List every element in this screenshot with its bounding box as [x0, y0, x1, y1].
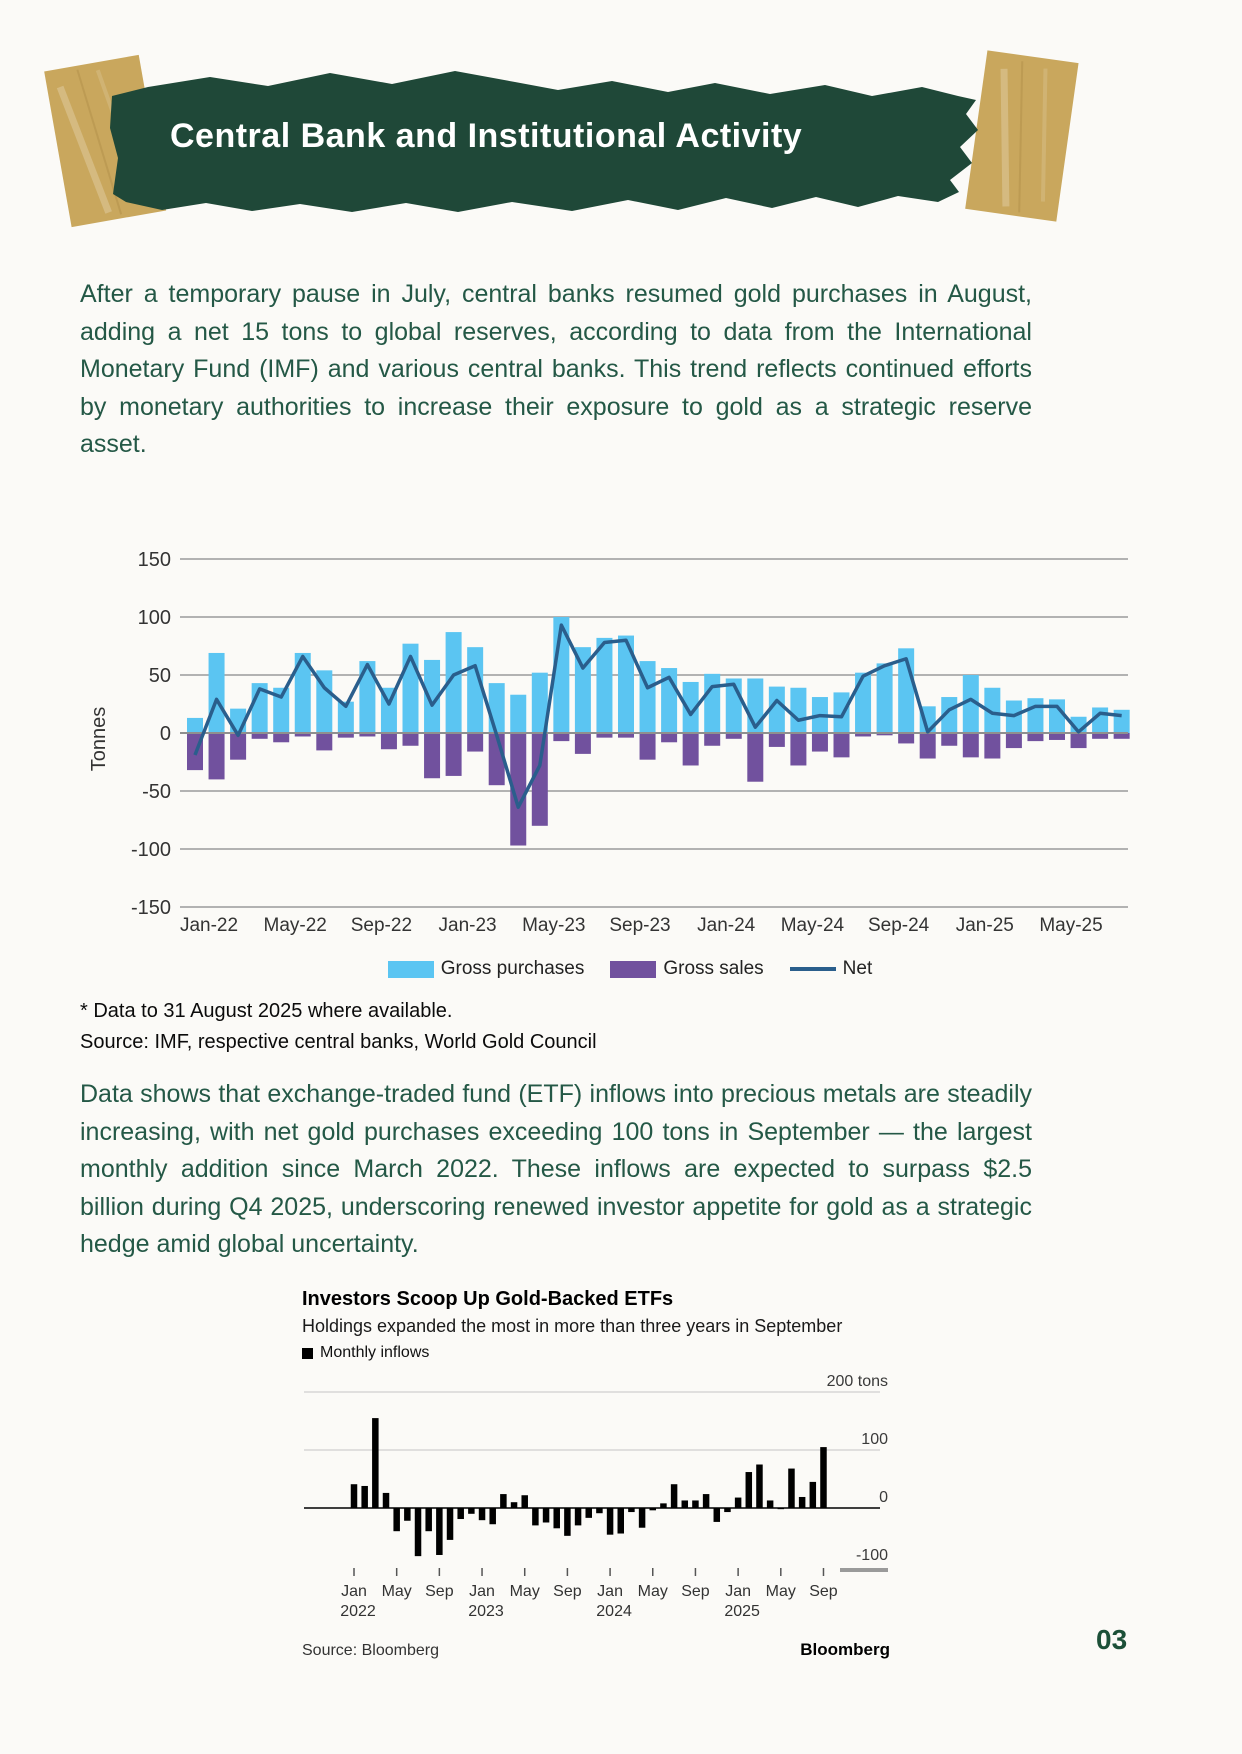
gross-purchases-bar — [834, 692, 850, 733]
bloomberg-chart-title: Investors Scoop Up Gold-Backed ETFs — [302, 1288, 674, 1310]
gross-sales-bar — [941, 733, 957, 746]
monthly-inflow-bar — [436, 1508, 443, 1555]
monthly-inflow-bar — [372, 1418, 379, 1508]
gross-sales-bar — [1071, 733, 1087, 748]
gross-purchases-bar — [596, 638, 612, 733]
gross-purchases-swatch — [388, 961, 434, 978]
monthly-inflow-bar — [575, 1508, 582, 1525]
svg-text:100: 100 — [861, 1431, 888, 1448]
gross-sales-bar — [316, 733, 332, 750]
gross-sales-swatch — [610, 961, 656, 978]
svg-text:Jan-24: Jan-24 — [697, 915, 756, 936]
gross-sales-bar — [769, 733, 785, 747]
monthly-inflow-bar — [756, 1465, 763, 1509]
gross-sales-bar — [1049, 733, 1065, 740]
monthly-inflow-bar — [767, 1500, 774, 1508]
svg-text:Jan-23: Jan-23 — [438, 915, 497, 936]
monthly-inflow-bar — [703, 1494, 710, 1508]
monthly-inflow-bar — [799, 1497, 806, 1508]
monthly-inflow-bar — [425, 1508, 432, 1531]
svg-text:100: 100 — [137, 607, 171, 629]
legend-item-gross-purchases — [388, 958, 585, 980]
monthly-inflow-bar — [671, 1484, 678, 1508]
svg-text:0: 0 — [159, 723, 171, 745]
svg-text:May-22: May-22 — [263, 915, 327, 936]
svg-text:Sep: Sep — [809, 1583, 838, 1600]
gross-sales-bar — [984, 733, 1000, 759]
page-number: 03 — [1096, 1624, 1128, 1655]
svg-text:2025: 2025 — [724, 1603, 760, 1620]
paragraph-central-banks: After a temporary pause in July, central banks resumed gold purchases in August, adding a net 15 tons to global reserves, according to data from the International Monetary Fund (IMF) and various central banks. This trend reflects continued efforts by monetary authorities to increase their exposure to gold as a strategic reserve asset. — [80, 280, 1032, 458]
svg-text:Jan: Jan — [725, 1583, 752, 1600]
gross-sales-bar — [273, 733, 289, 742]
monthly-inflow-bar — [489, 1508, 496, 1524]
gross-purchases-bar — [704, 674, 720, 733]
svg-text:-100: -100 — [855, 1547, 888, 1564]
central-bank-activity-chart — [85, 545, 1175, 945]
net-label: Net — [842, 958, 873, 979]
gross-sales-bar — [1027, 733, 1043, 741]
monthly-inflow-bar — [543, 1508, 550, 1523]
footnote-data-date: * Data to 31 August 2025 where available. — [80, 1000, 453, 1022]
svg-text:50: 50 — [148, 665, 171, 687]
monthly-inflow-bar — [361, 1486, 368, 1508]
monthly-inflow-bar — [383, 1493, 390, 1508]
gross-sales-bar — [403, 733, 419, 746]
tape-right — [965, 50, 1078, 221]
monthly-inflow-bar — [692, 1500, 699, 1508]
monthly-inflow-bar — [639, 1508, 646, 1528]
svg-text:Sep: Sep — [425, 1583, 454, 1600]
monthly-inflow-bar — [820, 1447, 827, 1508]
bloomberg-logo: Bloomberg — [800, 1640, 890, 1659]
gross-purchases-label: Gross purchases — [440, 958, 585, 979]
page-title: Central Bank and Institutional Activity — [170, 117, 803, 155]
gross-sales-bar — [575, 733, 591, 754]
svg-text:May-23: May-23 — [522, 915, 586, 936]
svg-text:Sep: Sep — [681, 1583, 710, 1600]
gross-sales-bar — [898, 733, 914, 743]
gross-sales-bar — [446, 733, 462, 776]
svg-text:Jan: Jan — [469, 1583, 495, 1600]
svg-text:150: 150 — [137, 549, 171, 571]
bloomberg-chart-subtitle: Holdings expanded the most in more than three years in September — [302, 1316, 843, 1336]
monthly-inflow-bar — [618, 1508, 625, 1534]
svg-text:2024: 2024 — [596, 1603, 632, 1620]
gross-sales-bar — [209, 733, 225, 779]
axis-stub — [840, 1568, 888, 1572]
monthly-inflow-bar — [468, 1508, 475, 1514]
gross-sales-bar — [920, 733, 936, 759]
bloomberg-source: Source: Bloomberg — [302, 1642, 439, 1659]
gross-purchases-bar — [1027, 698, 1043, 733]
gross-purchases-bar — [209, 653, 225, 733]
bloomberg-legend — [302, 1344, 429, 1362]
monthly-inflow-bar — [393, 1508, 400, 1531]
monthly-inflows-swatch — [302, 1348, 313, 1359]
chart-footnotes — [80, 996, 597, 1058]
svg-text:2022: 2022 — [340, 1603, 376, 1620]
monthly-inflow-bar — [735, 1498, 742, 1508]
svg-text:May: May — [381, 1583, 412, 1600]
monthly-inflow-bar — [351, 1484, 358, 1508]
svg-text:Sep: Sep — [553, 1583, 582, 1600]
gross-sales-bar — [963, 733, 979, 757]
gross-purchases-bar — [790, 688, 806, 733]
svg-text:Jan: Jan — [341, 1583, 367, 1600]
monthly-inflow-bar — [596, 1508, 603, 1513]
gross-sales-bar — [834, 733, 850, 757]
svg-text:May: May — [765, 1583, 796, 1600]
legend-item-gross-sales — [610, 958, 763, 980]
monthly-inflow-bar — [682, 1500, 689, 1508]
svg-text:May-24: May-24 — [780, 915, 845, 936]
gross-sales-bar — [1006, 733, 1022, 748]
monthly-inflow-bar — [479, 1508, 486, 1520]
monthly-inflow-bar — [810, 1482, 817, 1508]
net-line-swatch — [790, 967, 836, 971]
monthly-inflow-bar — [457, 1508, 464, 1519]
gross-sales-bar — [640, 733, 656, 760]
monthly-inflow-bar — [415, 1508, 422, 1556]
monthly-inflow-bar — [447, 1508, 454, 1540]
gross-purchases-bar — [855, 673, 871, 733]
svg-text:-100: -100 — [130, 839, 171, 861]
monthly-inflow-bar — [607, 1508, 614, 1535]
monthly-inflow-bar — [585, 1508, 592, 1518]
legend-item-net — [790, 958, 873, 980]
wgc-chart-legend — [85, 958, 1175, 980]
svg-text:-50: -50 — [142, 781, 171, 803]
gross-sales-bar — [661, 733, 677, 742]
gross-sales-bar — [683, 733, 699, 765]
svg-text:Jan-22: Jan-22 — [179, 915, 239, 936]
svg-text:0: 0 — [879, 1489, 888, 1506]
svg-text:Jan: Jan — [597, 1583, 623, 1600]
monthly-inflow-bar — [532, 1508, 539, 1525]
gross-purchases-bar — [877, 663, 893, 733]
gross-sales-bar — [381, 733, 397, 749]
monthly-inflow-bar — [511, 1502, 518, 1508]
svg-text:Sep-23: Sep-23 — [609, 915, 671, 936]
monthly-inflow-bar — [788, 1469, 795, 1508]
monthly-inflow-bar — [564, 1508, 571, 1536]
monthly-inflow-bar — [521, 1495, 528, 1508]
net-line — [195, 625, 1122, 807]
gross-purchases-bar — [467, 647, 483, 733]
svg-text:2023: 2023 — [468, 1603, 504, 1620]
monthly-inflow-bar — [500, 1494, 507, 1508]
svg-text:-150: -150 — [130, 897, 171, 919]
gross-purchases-bar — [187, 718, 203, 733]
footnote-source: Source: IMF, respective central banks, World Gold Council — [80, 1031, 597, 1053]
monthly-inflows-label: Monthly inflows — [320, 1344, 430, 1361]
gross-sales-bar — [424, 733, 440, 778]
gross-sales-bar — [812, 733, 828, 752]
svg-text:May: May — [509, 1583, 540, 1600]
monthly-inflow-bar — [553, 1508, 560, 1528]
gross-sales-bar — [553, 733, 569, 741]
svg-text:May: May — [637, 1583, 668, 1600]
svg-text:Jan-25: Jan-25 — [955, 915, 1014, 936]
gross-sales-bar — [747, 733, 763, 782]
gross-sales-bar — [467, 733, 483, 752]
gross-purchases-bar — [489, 683, 505, 733]
monthly-inflow-bar — [746, 1472, 753, 1508]
svg-text:Sep-22: Sep-22 — [350, 915, 413, 936]
y-axis-label: Tonnes — [88, 706, 110, 772]
gross-purchases-bar — [1049, 699, 1065, 733]
svg-text:May-25: May-25 — [1039, 915, 1103, 936]
gross-sales-label: Gross sales — [663, 958, 764, 979]
svg-text:200 tons: 200 tons — [826, 1373, 888, 1390]
monthly-inflow-bar — [404, 1508, 411, 1521]
monthly-inflow-bar — [714, 1508, 721, 1522]
gross-purchases-bar — [510, 695, 526, 733]
bloomberg-source-row — [302, 1640, 890, 1660]
etf-inflows-chart — [300, 1372, 892, 1630]
paragraph-etf-inflows: Data shows that exchange-traded fund (ETF) inflows into precious metals are steadily increasing, with net gold purchases exceeding 100 tons in September — the largest monthly addition since March 2022. These inflows are expected to surpass $2.5 billion during Q4 2025, underscoring renewed investor appetite for gold as a strategic hedge amid global uncertainty. — [80, 1080, 1032, 1258]
svg-text:Sep-24: Sep-24 — [867, 915, 930, 936]
gross-sales-bar — [704, 733, 720, 746]
gross-sales-bar — [790, 733, 806, 765]
